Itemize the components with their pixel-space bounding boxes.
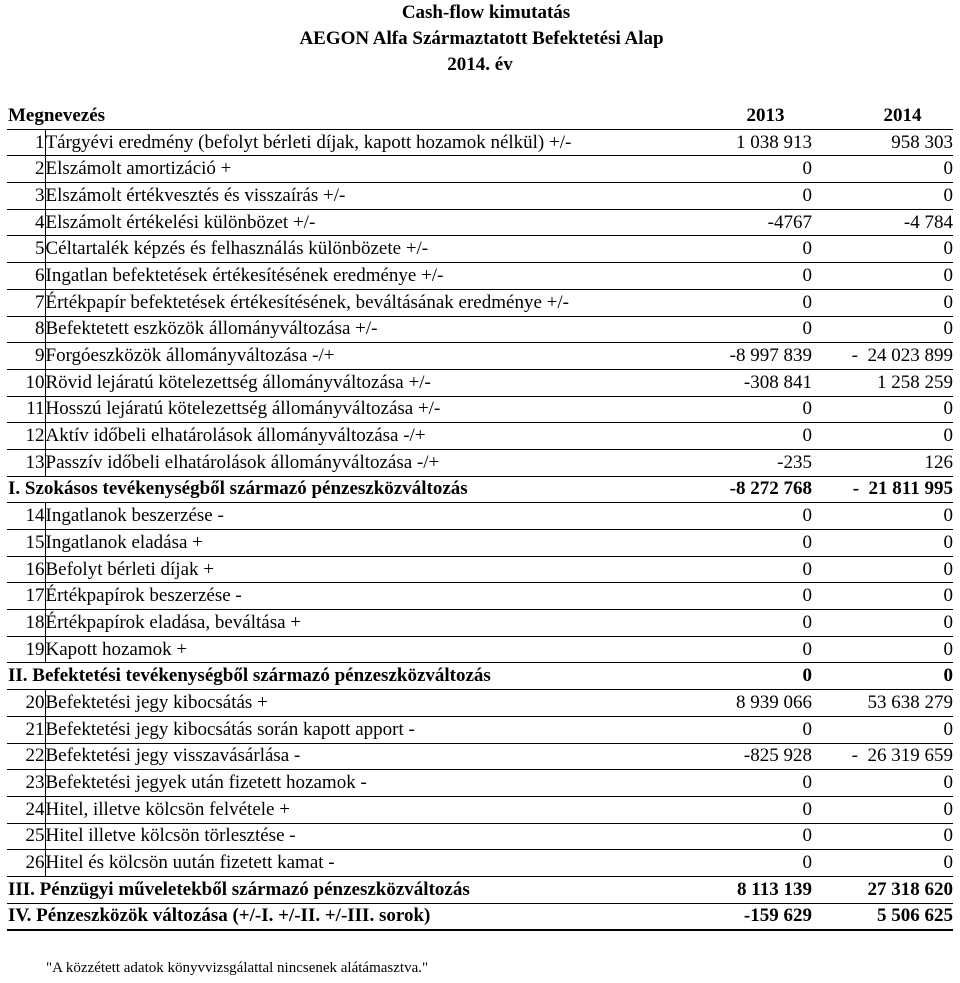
value-2014: 0	[812, 636, 953, 663]
value-2013: 0	[679, 316, 812, 343]
row-number: 25	[7, 823, 45, 850]
row-number: 16	[7, 556, 45, 583]
column-header-2014: 2014	[812, 103, 953, 129]
table-row	[7, 556, 953, 583]
value-2014: 0	[812, 823, 953, 850]
value-2013: 0	[679, 289, 812, 316]
row-number: 7	[7, 289, 45, 316]
table-row	[7, 823, 953, 850]
row-label: Hitel illetve kölcsön törlesztése -	[45, 823, 679, 850]
value-2014: 0	[812, 770, 953, 797]
value-2013: -159 629	[679, 903, 812, 930]
value-2014: 126	[812, 449, 953, 476]
row-label: Befektetési jegy kibocsátás során kapott apport -	[45, 716, 679, 743]
row-label: Befektetési jegyek után fizetett hozamok -	[45, 770, 679, 797]
value-2013: -825 928	[679, 743, 812, 770]
row-number: 5	[7, 236, 45, 263]
row-number: 10	[7, 369, 45, 396]
value-2013: 0	[679, 850, 812, 877]
value-2014: 0	[812, 530, 953, 557]
value-2013: 0	[679, 636, 812, 663]
value-2013: 0	[679, 796, 812, 823]
row-number: 4	[7, 209, 45, 236]
subtotal-row	[7, 476, 953, 503]
table-row	[7, 583, 953, 610]
row-number: 13	[7, 449, 45, 476]
value-2013: 0	[679, 530, 812, 557]
value-2013: 0	[679, 263, 812, 290]
subtotal-row	[7, 663, 953, 690]
value-2013: 8 939 066	[679, 690, 812, 717]
table-row	[7, 129, 953, 156]
row-number: 17	[7, 583, 45, 610]
value-2014: 0	[812, 716, 953, 743]
row-number: 9	[7, 343, 45, 370]
table-row	[7, 796, 953, 823]
value-2013: -308 841	[679, 369, 812, 396]
row-number: 15	[7, 530, 45, 557]
value-2014: 0	[812, 183, 953, 210]
value-2013: 0	[679, 156, 812, 183]
table-body	[7, 129, 953, 930]
row-number: 14	[7, 503, 45, 530]
row-label: Befektetési jegy visszavásárlása -	[45, 743, 679, 770]
row-label: Hitel, illetve kölcsön felvétele +	[45, 796, 679, 823]
table-row	[7, 236, 953, 263]
subtotal-row	[7, 876, 953, 903]
subtotal-label: I. Szokásos tevékenységből származó pénzeszközváltozás	[7, 476, 679, 503]
cashflow-table	[7, 103, 953, 931]
value-2014: 53 638 279	[812, 690, 953, 717]
value-2014: 0	[812, 263, 953, 290]
row-number: 6	[7, 263, 45, 290]
row-label: Ingatlanok eladása +	[45, 530, 679, 557]
value-2014: 958 303	[812, 129, 953, 156]
row-number: 21	[7, 716, 45, 743]
table-row	[7, 850, 953, 877]
table-row	[7, 610, 953, 637]
table-row	[7, 690, 953, 717]
subtotal-label: IV. Pénzeszközök változása (+/-I. +/-II. +/-III. sorok)	[7, 903, 679, 930]
subtotal-label: III. Pénzügyi műveletekből származó pénzeszközváltozás	[7, 876, 679, 903]
report-title: Cash-flow kimutatás	[401, 2, 571, 23]
value-2013: -235	[679, 449, 812, 476]
value-2013: 1 038 913	[679, 129, 812, 156]
value-2014: 0	[812, 316, 953, 343]
row-label: Hitel és kölcsön uután fizetett kamat -	[45, 850, 679, 877]
row-label: Rövid lejáratú kötelezettség állományváltozása +/-	[45, 369, 679, 396]
table-row	[7, 156, 953, 183]
value-2014: 0	[812, 850, 953, 877]
value-2014: -4 784	[812, 209, 953, 236]
value-2014: 0	[812, 583, 953, 610]
row-label: Befektetett eszközök állományváltozása +/-	[45, 316, 679, 343]
value-2013: 0	[679, 583, 812, 610]
value-2014: 0	[812, 236, 953, 263]
row-number: 18	[7, 610, 45, 637]
row-label: Kapott hozamok +	[45, 636, 679, 663]
row-label: Hosszú lejáratú kötelezettség állományváltozása +/-	[45, 396, 679, 423]
value-2014: 1 258 259	[812, 369, 953, 396]
row-number: 1	[7, 129, 45, 156]
row-label: Befolyt bérleti díjak +	[45, 556, 679, 583]
row-number: 26	[7, 850, 45, 877]
table-row	[7, 743, 953, 770]
row-label: Tárgyévi eredmény (befolyt bérleti díjak, kapott hozamok nélkül) +/-	[45, 129, 679, 156]
value-2013: -8 997 839	[679, 343, 812, 370]
table-row	[7, 369, 953, 396]
value-2013: 0	[679, 183, 812, 210]
row-label: Passzív időbeli elhatárolások állományváltozása -/+	[45, 449, 679, 476]
row-number: 2	[7, 156, 45, 183]
row-label: Elszámolt értékvesztés és visszaírás +/-	[45, 183, 679, 210]
row-number: 12	[7, 423, 45, 450]
row-number: 20	[7, 690, 45, 717]
table-row	[7, 449, 953, 476]
row-label: Forgóeszközök állományváltozása -/+	[45, 343, 679, 370]
row-label: Befektetési jegy kibocsátás +	[45, 690, 679, 717]
value-2013: 0	[679, 236, 812, 263]
value-2013: 0	[679, 610, 812, 637]
value-2013: -8 272 768	[679, 476, 812, 503]
value-2013: 0	[679, 823, 812, 850]
value-2014: 5 506 625	[812, 903, 953, 930]
row-label: Értékpapírok eladása, beváltása +	[45, 610, 679, 637]
table-row	[7, 183, 953, 210]
value-2014: 0	[812, 503, 953, 530]
report-year: 2014. év	[447, 54, 513, 75]
row-label: Aktív időbeli elhatárolások állományváltozása -/+	[45, 423, 679, 450]
value-2014: 0	[812, 796, 953, 823]
row-number: 23	[7, 770, 45, 797]
row-label: Értékpapír befektetések értékesítésének, beváltásának eredménye +/-	[45, 289, 679, 316]
row-label: Céltartalék képzés és felhasználás különbözete +/-	[45, 236, 679, 263]
table-row	[7, 530, 953, 557]
subtotal-label: II. Befektetési tevékenységből származó pénzeszközváltozás	[7, 663, 679, 690]
row-number: 19	[7, 636, 45, 663]
table-row	[7, 209, 953, 236]
table-row	[7, 423, 953, 450]
value-2013: 0	[679, 503, 812, 530]
table-row	[7, 343, 953, 370]
value-2014: 0	[812, 423, 953, 450]
value-2014: - 21 811 995	[812, 476, 953, 503]
row-label: Ingatlanok beszerzése -	[45, 503, 679, 530]
value-2013: 0	[679, 770, 812, 797]
value-2013: 0	[679, 716, 812, 743]
subtotal-row	[7, 903, 953, 930]
value-2014: 0	[812, 396, 953, 423]
value-2014: 0	[812, 289, 953, 316]
row-number: 24	[7, 796, 45, 823]
table-row	[7, 636, 953, 663]
value-2013: 0	[679, 663, 812, 690]
row-label: Elszámolt értékelési különbözet +/-	[45, 209, 679, 236]
value-2013: 0	[679, 423, 812, 450]
value-2013: 8 113 139	[679, 876, 812, 903]
value-2014: - 26 319 659	[812, 743, 953, 770]
column-header-2013: 2013	[679, 103, 812, 129]
value-2014: 0	[812, 156, 953, 183]
table-row	[7, 503, 953, 530]
value-2014: - 24 023 899	[812, 343, 953, 370]
row-label: Ingatlan befektetések értékesítésének eredménye +/-	[45, 263, 679, 290]
row-number: 11	[7, 396, 45, 423]
value-2013: 0	[679, 556, 812, 583]
table-row	[7, 263, 953, 290]
value-2013: -4767	[679, 209, 812, 236]
table-row	[7, 396, 953, 423]
value-2014: 0	[812, 610, 953, 637]
row-label: Értékpapírok beszerzése -	[45, 583, 679, 610]
value-2014: 0	[812, 556, 953, 583]
value-2014: 27 318 620	[812, 876, 953, 903]
value-2013: 0	[679, 396, 812, 423]
row-number: 22	[7, 743, 45, 770]
table-row	[7, 716, 953, 743]
fund-name: AEGON Alfa Származtatott Befektetési Alap	[299, 28, 664, 49]
audit-note: "A közzétett adatok könyvvizsgálattal nincsenek alátámasztva."	[46, 960, 429, 976]
row-label: Elszámolt amortizáció +	[45, 156, 679, 183]
report-title-block	[0, 0, 960, 78]
table-header-row	[7, 103, 953, 129]
table-row	[7, 316, 953, 343]
table-row	[7, 770, 953, 797]
row-number: 3	[7, 183, 45, 210]
value-2014: 0	[812, 663, 953, 690]
column-header-name: Megnevezés	[7, 103, 679, 129]
table-row	[7, 289, 953, 316]
row-number: 8	[7, 316, 45, 343]
